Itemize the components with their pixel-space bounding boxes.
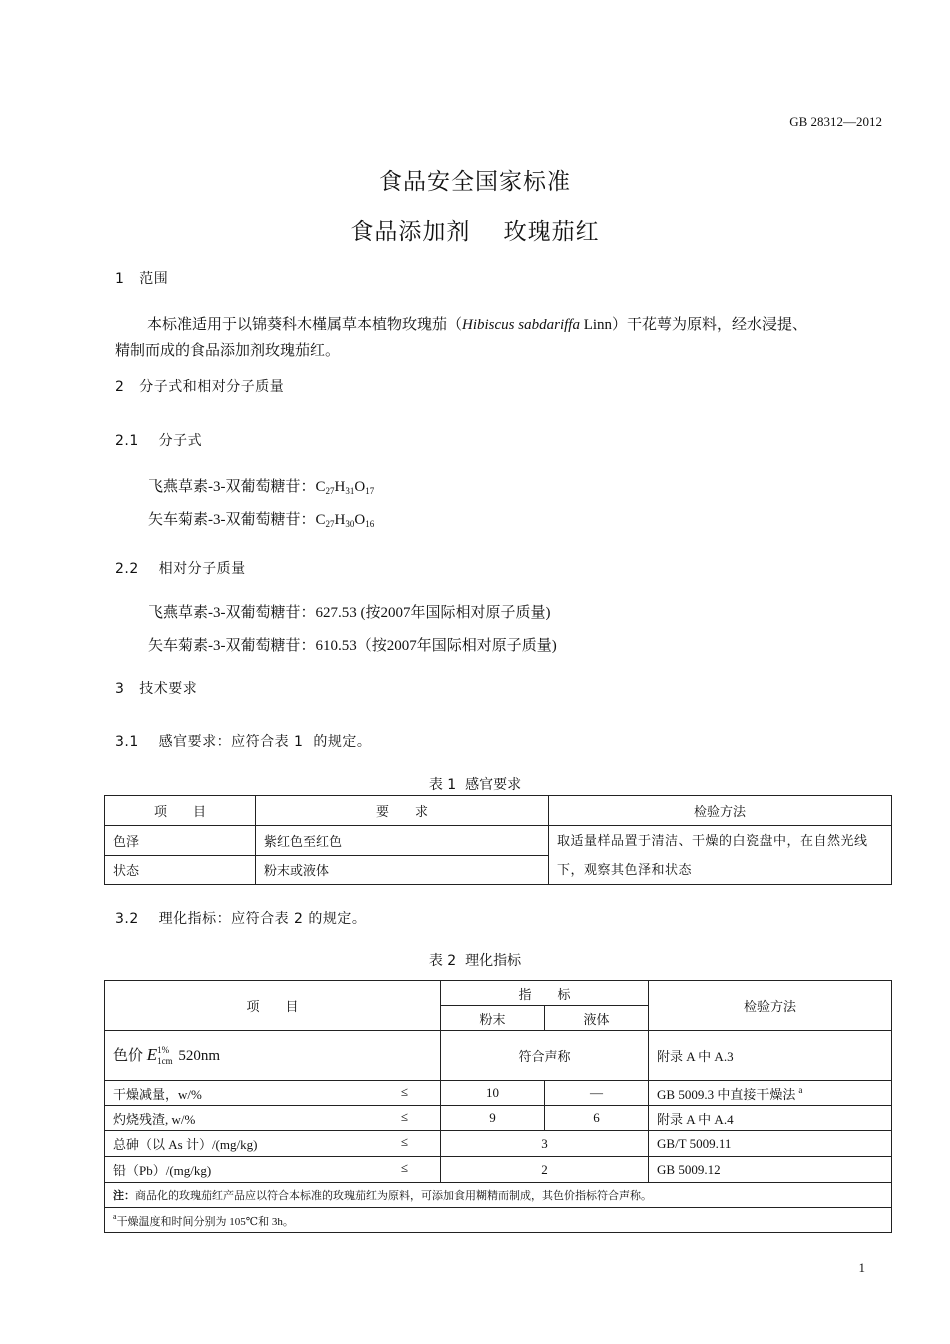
table-1-sensory <box>104 795 892 885</box>
t1-row-state-item: 状态 <box>105 855 256 885</box>
drying-label: 干燥减量，w/% <box>113 1086 202 1102</box>
t2-row-ash-liquid: 6 <box>545 1106 649 1131</box>
lead-label: 铅（Pb）/(mg/kg) <box>113 1163 212 1178</box>
t2-row-lead-item <box>105 1157 441 1183</box>
document-subtitle: 食品添加剂 玫瑰茄红 <box>350 219 600 245</box>
footnote-marker: a <box>798 1084 803 1095</box>
le-symbol: ≤ <box>400 1160 408 1175</box>
t2-row-drying-liquid: — <box>545 1081 649 1106</box>
section-2-heading: 2 分子式和相对分子质量 <box>115 379 285 395</box>
extinction-symbol: E <box>146 1044 158 1064</box>
page-number: 1 <box>858 1260 865 1275</box>
t2-row-lead-value: 2 <box>441 1157 649 1183</box>
t2-row-arsenic-method: GB/T 5009.11 <box>649 1131 892 1157</box>
scope-text-a: 本标准适用于以锦葵科木槿属草本植物玫瑰茄（ <box>147 317 463 333</box>
t1-header-item: 项 目 <box>105 796 256 826</box>
t2-row-color-value: 符合声称 <box>441 1031 649 1081</box>
t2-row-color-method: 附录 A 中 A.3 <box>649 1031 892 1081</box>
arsenic-label: 总砷（以 As 计）/(mg/kg) <box>113 1137 258 1152</box>
mass-1: 飞燕草素-3-双葡萄糖苷：627.53 (按2007年国际相对原子质量) <box>148 605 551 621</box>
formula-2-sub: 16 <box>365 519 375 529</box>
t2-header-index: 指 标 <box>441 981 649 1006</box>
footnote-marker: a <box>113 1211 117 1221</box>
formula-1-sub: 31 <box>345 486 355 496</box>
table-2-physicochemical <box>104 980 892 1233</box>
formula-2-sub: 30 <box>345 519 355 529</box>
scope-text-c: 精制而成的食品添加剂玫瑰茄红。 <box>115 343 341 359</box>
t1-header-method: 检验方法 <box>549 796 892 826</box>
t1-method-cell: 取适量样品置于清洁、干燥的白瓷盘中，在自然光线下，观察其色泽和状态 <box>549 826 892 885</box>
formula-1-o: O <box>354 479 366 495</box>
section-1-paragraph <box>115 312 895 364</box>
formula-1-h: H <box>334 479 346 495</box>
t2-header-item: 项 目 <box>105 981 441 1031</box>
section-3-1-heading: 3.1 感官要求：应符合表 1 的规定。 <box>115 734 372 750</box>
formula-1-sub: 27 <box>325 486 335 496</box>
formula-1-sub: 17 <box>365 486 375 496</box>
t2-row-ash-item <box>105 1106 441 1131</box>
t2-row-lead-method: GB 5009.12 <box>649 1157 892 1183</box>
t2-header-powder: 粉末 <box>441 1006 545 1031</box>
t1-row-color-req: 紫红色至红色 <box>256 826 549 856</box>
t1-row-color-item: 色泽 <box>105 826 256 856</box>
t2-row-drying-powder: 10 <box>441 1081 545 1106</box>
t2-row-arsenic-item <box>105 1131 441 1157</box>
section-2-2-heading: 2.2 相对分子质量 <box>115 561 246 577</box>
t2-row-ash-method: 附录 A 中 A.4 <box>649 1106 892 1131</box>
note-text: 商品化的玫瑰茄红产品应以符合本标准的玫瑰茄红为原料，可添加食用糊精而制成，其色价指标符合声称。 <box>135 1190 652 1202</box>
formula-1 <box>148 474 374 504</box>
t2-row-color-value-item <box>105 1031 441 1081</box>
scope-latin-name: Hibiscus sabdariffa <box>462 317 580 333</box>
ash-label: 灼烧残渣, w/% <box>113 1111 196 1127</box>
formula-2-label: 矢车菊素-3-双葡萄糖苷：C <box>148 512 326 528</box>
formula-2-h: H <box>334 512 346 528</box>
standard-number: GB 28312—2012 <box>789 114 882 129</box>
formula-1-label: 飞燕草素-3-双葡萄糖苷：C <box>148 479 326 495</box>
mass-2: 矢车菊素-3-双葡萄糖苷：610.53（按2007年国际相对原子质量) <box>148 638 557 654</box>
note-label: 注： <box>113 1190 135 1202</box>
t1-row-state-req: 粉末或液体 <box>256 855 549 885</box>
t2-row-arsenic-value: 3 <box>441 1131 649 1157</box>
t1-header-requirement: 要 求 <box>256 796 549 826</box>
footnote-text: 干燥温度和时间分别为 105℃和 3h。 <box>116 1215 294 1228</box>
section-2-1-heading: 2.1 分子式 <box>115 433 203 449</box>
table-1-caption: 表 1 感官要求 <box>428 777 522 793</box>
table-2-caption: 表 2 理化指标 <box>428 953 522 969</box>
scope-text-b: Linn）干花萼为原料，经水浸提、 <box>579 317 808 333</box>
t2-note <box>105 1183 892 1208</box>
color-value-label: 色价 <box>113 1047 147 1064</box>
formula-2-sub: 27 <box>325 519 335 529</box>
extinction-sub: 1cm <box>157 1056 173 1067</box>
t2-row-ash-powder: 9 <box>441 1106 545 1131</box>
section-3-heading: 3 技术要求 <box>115 681 198 697</box>
le-symbol: ≤ <box>400 1134 408 1149</box>
t2-header-liquid: 液体 <box>545 1006 649 1031</box>
le-symbol: ≤ <box>400 1108 408 1124</box>
section-1-heading: 1 范围 <box>115 271 169 287</box>
formula-2 <box>148 507 374 537</box>
le-symbol: ≤ <box>400 1083 408 1099</box>
extinction-sup: 1% <box>157 1045 170 1056</box>
t2-header-method: 检验方法 <box>649 981 892 1031</box>
wavelength: 520nm <box>174 1047 221 1064</box>
section-3-2-heading: 3.2 理化指标：应符合表 2 的规定。 <box>115 911 367 927</box>
formula-2-o: O <box>354 512 366 528</box>
t2-footnote <box>105 1208 892 1233</box>
document-title: 食品安全国家标准 <box>379 169 571 195</box>
t2-row-drying-method <box>649 1081 892 1106</box>
t2-row-drying-item <box>105 1081 441 1106</box>
drying-method-text: GB 5009.3 中直接干燥法 <box>657 1086 796 1102</box>
